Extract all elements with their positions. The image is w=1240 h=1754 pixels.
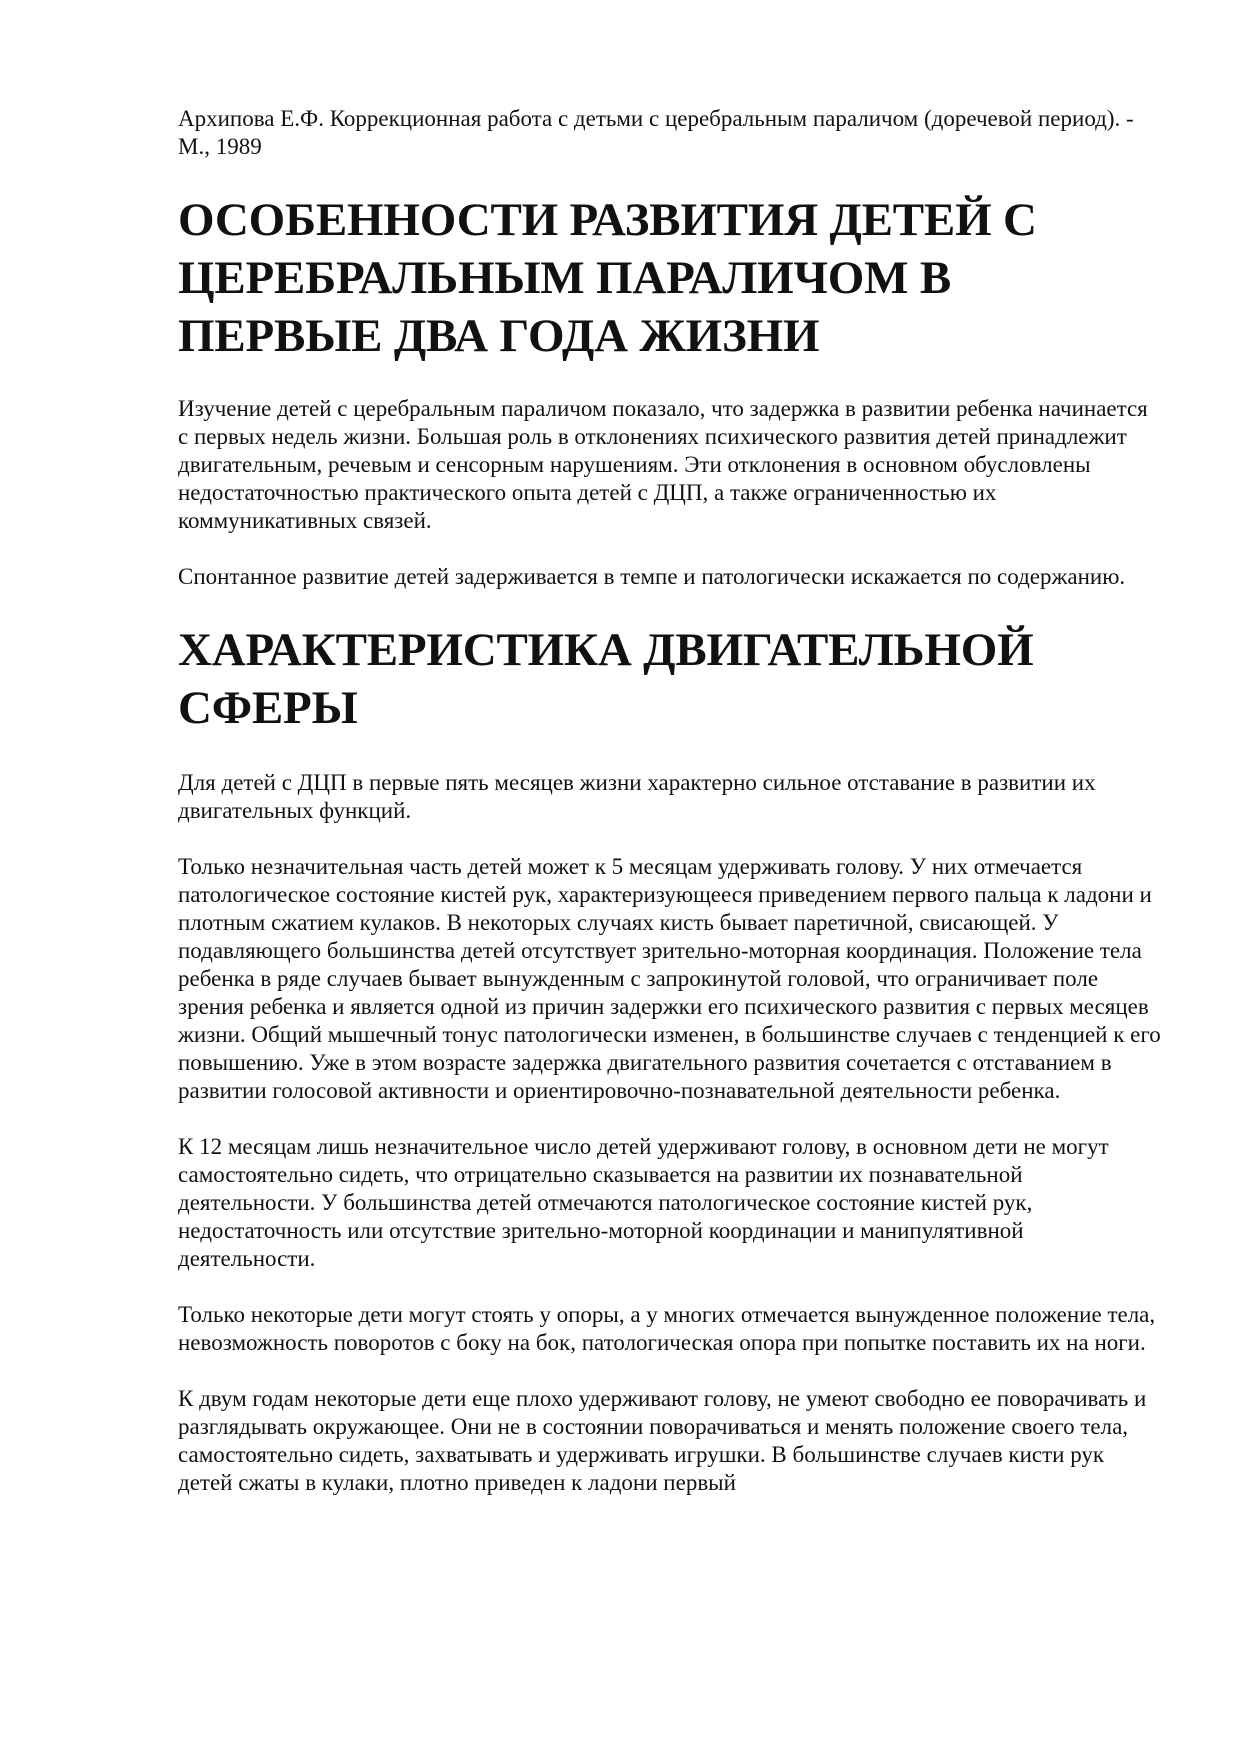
- paragraph-motor-1: Для детей с ДЦП в первые пять месяцев жизни характерно сильное отставание в развитии их двигательных функций.: [178, 770, 1096, 823]
- paragraph-motor-4: Только некоторые дети могут стоять у опоры, а у многих отмечается вынужденное положение тела, невозможность поворотов с боку на бок, патологическая опора при попытке поставить их на ноги.: [178, 1302, 1156, 1355]
- paragraph-motor-5: К двум годам некоторые дети еще плохо удерживают голову, не умеют свободно ее поворачивать и разглядывать окружающее. Они не в состоянии поворачиваться и менять положение своего тела, самостоятельно сидеть, захватывать и удерживать игрушки. В большинстве случаев кисти рук детей сжаты в кулаки, плотно приведен к ладони первый: [178, 1386, 1147, 1495]
- section-heading-development: ОСОБЕННОСТИ РАЗВИТИЯ ДЕТЕЙ С ЦЕРЕБРАЛЬНЫМ ПАРАЛИЧОМ В ПЕРВЫЕ ДВА ГОДА ЖИЗНИ: [178, 194, 1037, 362]
- section-heading-motor-sphere: ХАРАКТЕРИСТИКА ДВИГАТЕЛЬНОЙ СФЕРЫ: [178, 624, 1034, 734]
- paragraph-motor-2: Только незначительная часть детей может к 5 месяцам удерживать голову. У них отмечается патологическое состояние кистей рук, характеризующееся приведением первого пальца к ладони и плотным сжатием кулаков. В некоторых случаях кисть бывает паретичной, свисающей. У подавляющего большинства детей отсутствует зрительно-моторная координация. Положение тела ребенка в ряде случаев бывает вынужденным с запрокинутой головой, что ограничивает поле зрения ребенка и является одной из причин задержки его психического развития с первых месяцев жизни. Общий мышечный тонус патологически изменен, в большинстве случаев с тенденцией к его повышению. Уже в этом возрасте задержка двигательного развития сочетается с отставанием в развитии голосовой активности и ориентировочно-познавательной деятельности ребенка.: [178, 854, 1161, 1103]
- paragraph-intro-1: Изучение детей с церебральным параличом показало, что задержка в развитии ребенка начинается с первых недель жизни. Большая роль в отклонениях психического развития детей принадлежит двигательным, речевым и сенсорным нарушениям. Эти отклонения в основном обусловлены недостаточностью практического опыта детей с ДЦП, а также ограниченностью их коммуникативных связей.: [178, 396, 1148, 533]
- paragraph-intro-2: Спонтанное развитие детей задерживается в темпе и патологически искажается по содержанию.: [178, 564, 1126, 589]
- citation: Архипова Е.Ф. Коррекционная работа с детьми с церебральным параличом (доречевой период). - М., 1989: [178, 106, 1134, 159]
- document-page: [178, 105, 1163, 1497]
- paragraph-motor-3: К 12 месяцам лишь незначительное число детей удерживают голову, в основном дети не могут самостоятельно сидеть, что отрицательно сказывается на развитии их познавательной деятельности. У большинства детей отмечаются патологическое состояние кистей рук, недостаточность или отсутствие зрительно-моторной координации и манипулятивной деятельности.: [178, 1134, 1109, 1271]
